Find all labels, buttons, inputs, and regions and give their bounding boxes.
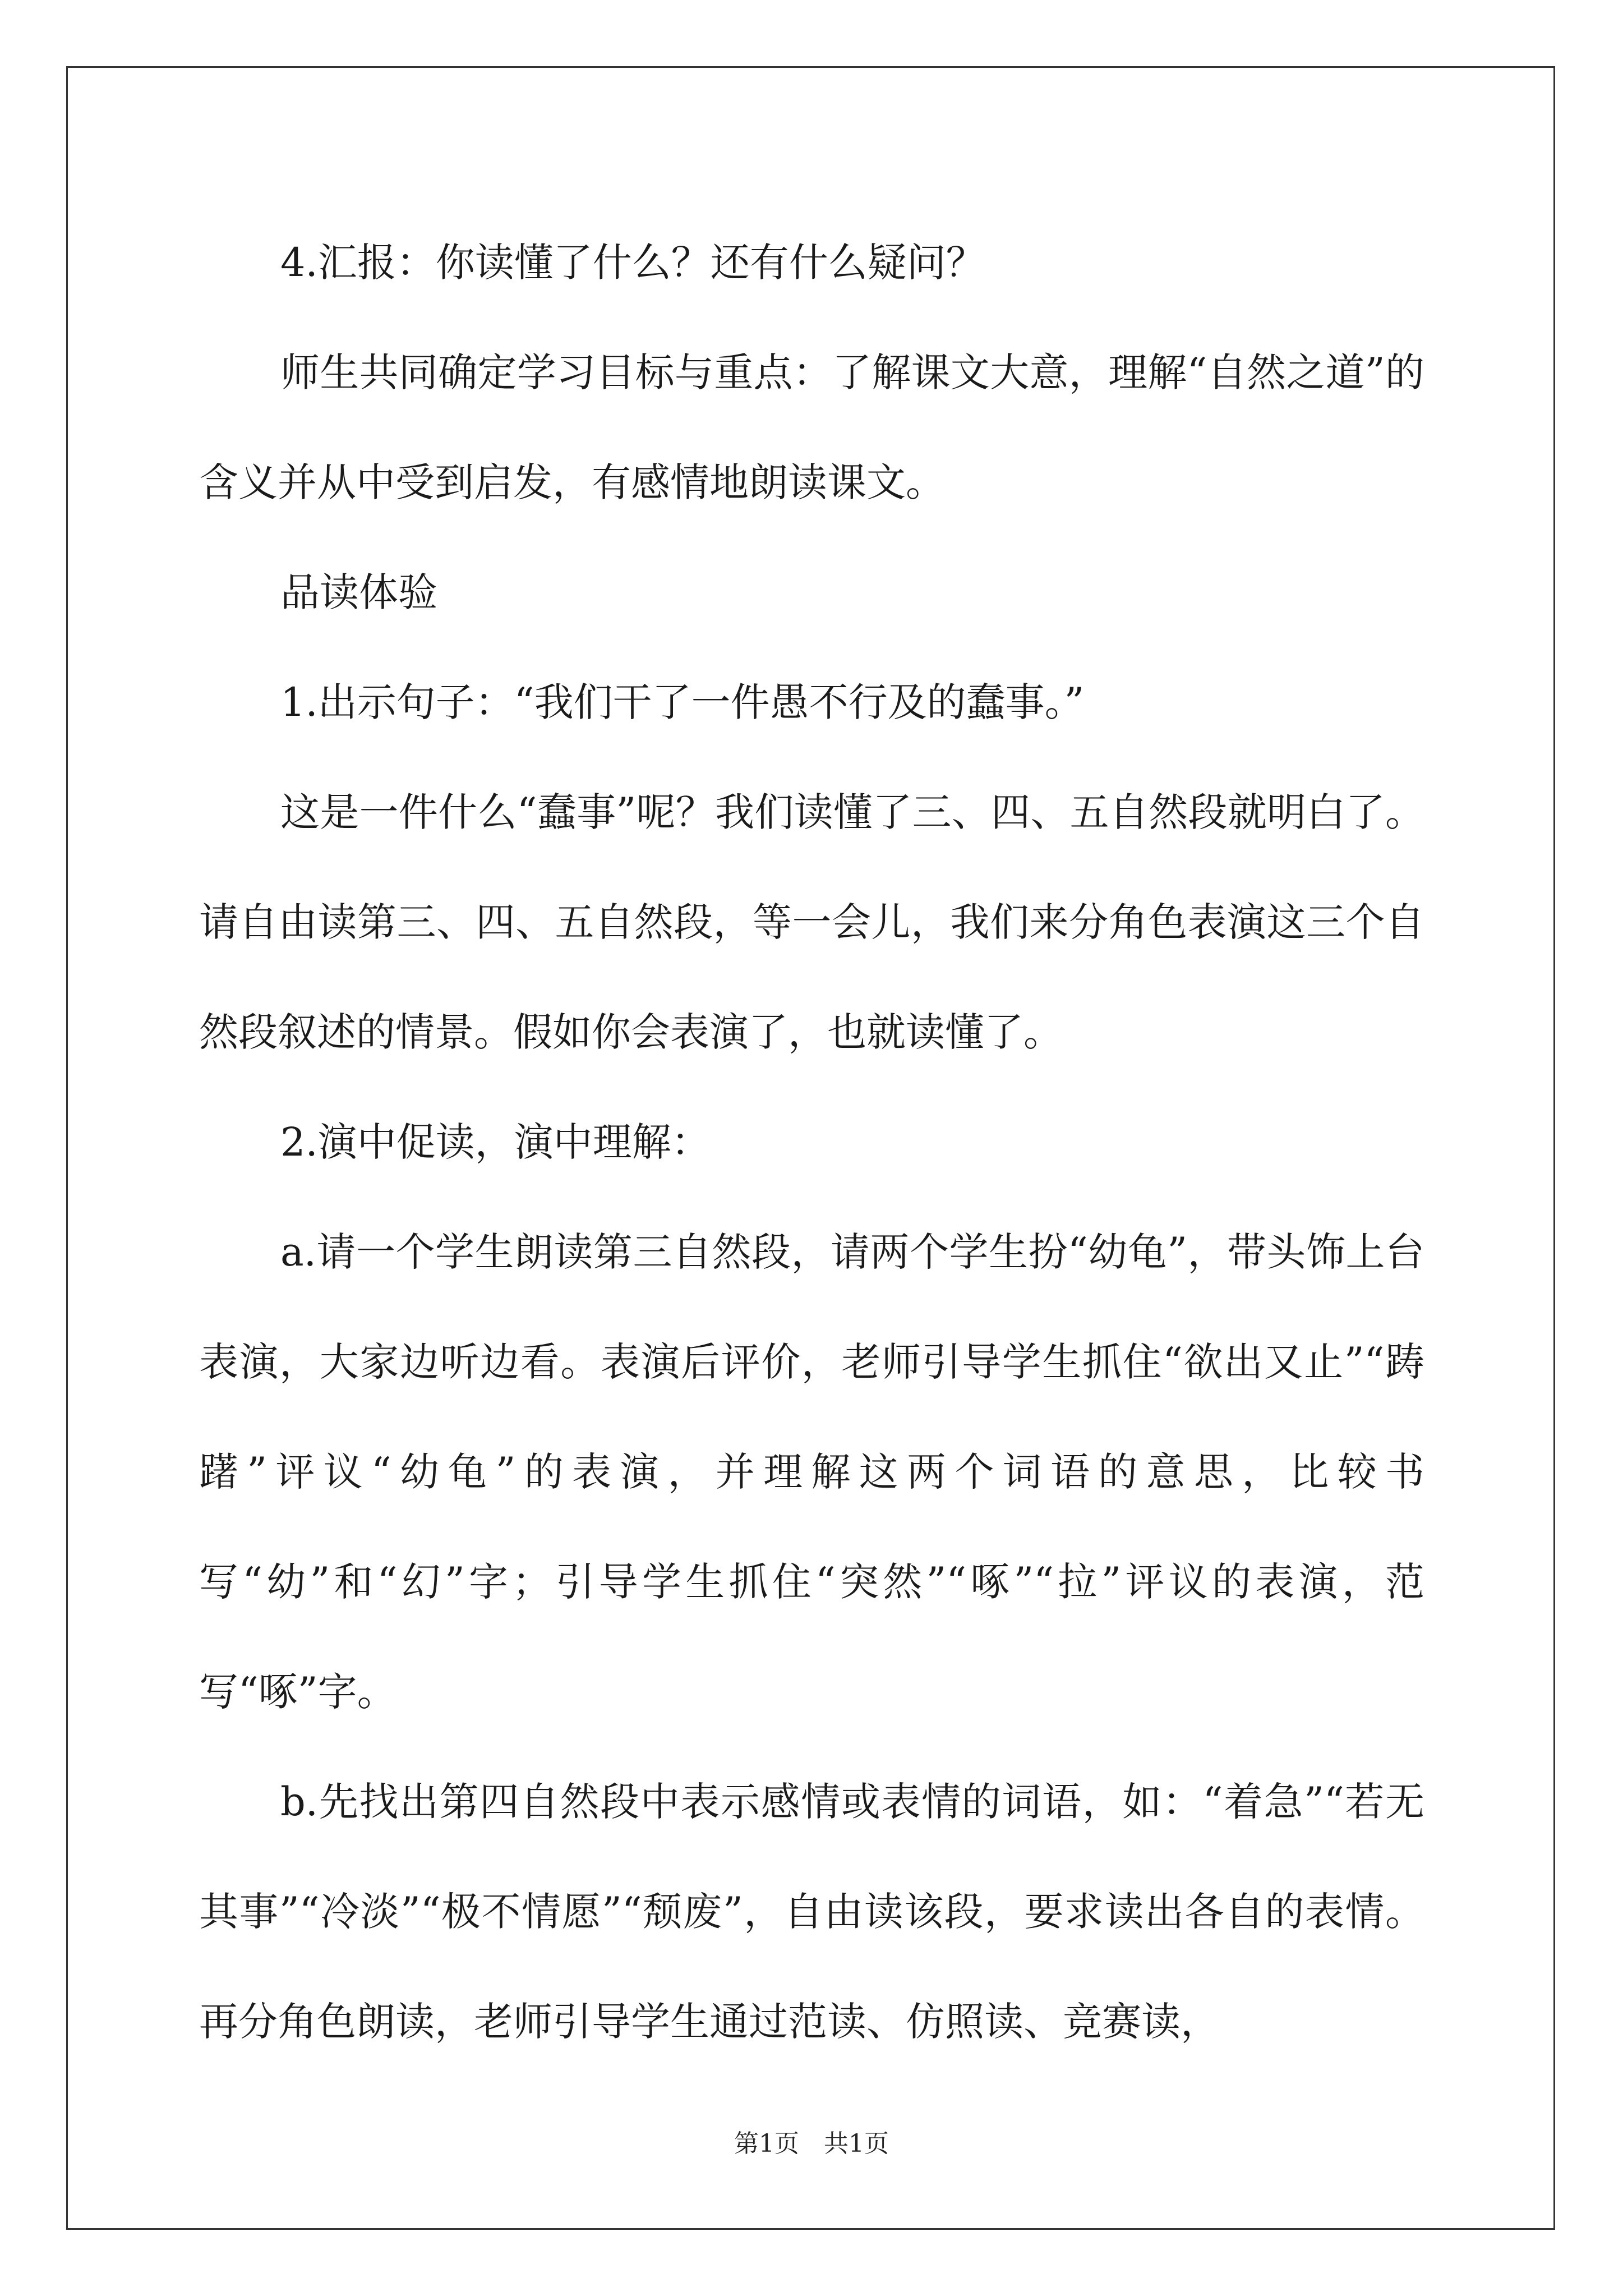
paragraph-learning-goals: 师生共同确定学习目标与重点：了解课文大意，理解“自然之道”的含义并从中受到启发，有感情地朗读课文。 bbox=[199, 349, 1424, 505]
paragraph-step-a: a.请一个学生朗读第三自然段，请两个学生扮“幼龟”，带头饰上台表演，大家边听边看。表演后评价，老师引导学生抓住“欲出又止”“踌躇”评议“幼龟”的表演，并理解这两个词语的意思，比较书写“幼”和“幻”字；引导学生抓住“突然”“啄”“拉”评议的表演，范写“啄”字。 bbox=[199, 1229, 1424, 1715]
section-heading-reading: 品读体验 bbox=[280, 569, 437, 615]
paragraph-report: 4.汇报：你读懂了什么？还有什么疑问？ bbox=[280, 240, 985, 286]
paragraph-what-foolish-thing: 这是一件什么“蠢事”呢？我们读懂了三、四、五自然段就明白了。请自由读第三、四、五自然段，等一会儿，我们来分角色表演这三个自然段叙述的情景。假如你会表演了，也就读懂了。 bbox=[199, 789, 1424, 1055]
paragraph-act-and-read: 2.演中促读，演中理解： bbox=[280, 1119, 711, 1165]
document-body bbox=[199, 208, 1424, 2077]
paragraph-show-sentence: 1.出示句子：“我们干了一件愚不行及的蠢事。” bbox=[280, 679, 1085, 725]
paragraph-step-b: b.先找出第四自然段中表示感情或表情的词语，如：“着急”“若无其事”“冷淡”“极不情愿”“颓废”，自由读该段，要求读出各自的表情。再分角色朗读，老师引导学生通过范读、仿照读、竞赛读， bbox=[199, 1779, 1424, 2045]
page-footer: 第1页 共1页 bbox=[734, 2129, 889, 2158]
